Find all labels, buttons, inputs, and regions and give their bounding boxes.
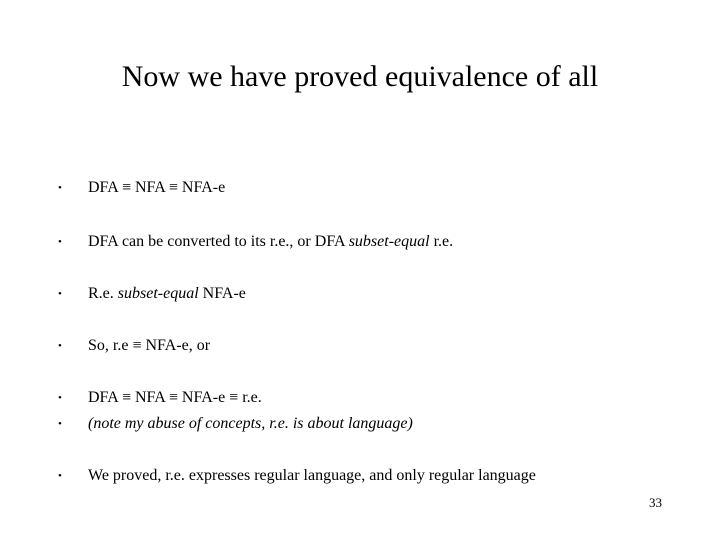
bullet-text: DFA ≡ NFA ≡ NFA-e bbox=[88, 179, 226, 196]
bullet-icon: • bbox=[58, 182, 62, 194]
bullet-text-part: DFA can be converted to its r.e., or DFA bbox=[88, 233, 349, 250]
bullet-text bbox=[88, 230, 453, 254]
bullet-item bbox=[0, 412, 720, 436]
bullet-text: DFA ≡ NFA ≡ NFA-e ≡ r.e. bbox=[88, 389, 262, 406]
bullet-item bbox=[0, 464, 720, 488]
bullet-icon: • bbox=[58, 418, 62, 430]
bullet-item bbox=[0, 230, 720, 254]
bullet-text-part: R.e. bbox=[88, 285, 118, 302]
bullet-text: (note my abuse of concepts, r.e. is about language) bbox=[88, 415, 413, 432]
bullet-icon: • bbox=[58, 288, 62, 300]
bullet-item bbox=[0, 176, 720, 200]
bullet-icon: • bbox=[58, 392, 62, 404]
bullet-text: We proved, r.e. expresses regular language, and only regular language bbox=[88, 467, 536, 484]
bullet-item bbox=[0, 282, 720, 306]
bullet-item bbox=[0, 386, 720, 410]
bullet-emphasis: subset-equal bbox=[348, 233, 430, 250]
slide-title: Now we have proved equivalence of all bbox=[121, 60, 599, 93]
bullet-text-part: r.e. bbox=[429, 233, 454, 250]
bullet-emphasis: subset-equal bbox=[117, 285, 199, 302]
bullet-text bbox=[88, 282, 246, 306]
page-number: 33 bbox=[649, 495, 662, 510]
bullet-icon: • bbox=[58, 470, 62, 482]
bullet-item bbox=[0, 334, 720, 358]
bullet-text-part: NFA-e bbox=[198, 285, 246, 302]
bullet-text: So, r.e ≡ NFA-e, or bbox=[88, 337, 211, 354]
bullet-icon: • bbox=[58, 236, 62, 248]
bullet-icon: • bbox=[58, 340, 62, 352]
